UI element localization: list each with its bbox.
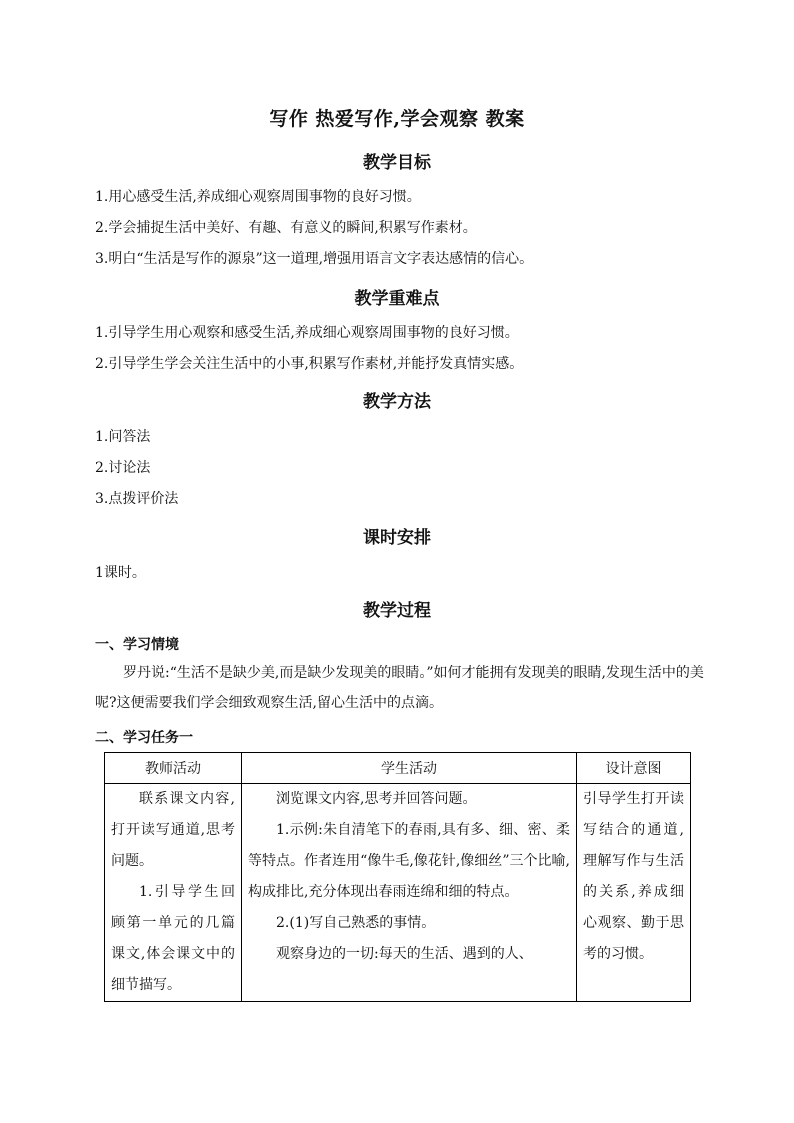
process-part1-paragraph	[95, 658, 710, 718]
student-paragraph: 观察身边的一切:每天的生活、遇到的人、	[276, 946, 533, 962]
process-part2-heading: 二、学习任务一	[95, 730, 193, 746]
method-item: 3.点拨评价法	[95, 491, 179, 507]
teacher-activity-cell	[105, 784, 242, 1002]
heading-process: 教学过程	[363, 601, 431, 621]
process-part1-heading: 一、学习情境	[95, 637, 179, 653]
header-teacher-activity: 教师活动	[105, 753, 242, 784]
header-student-activity: 学生活动	[242, 753, 577, 784]
method-item: 2.讨论法	[95, 460, 151, 476]
goal-item: 2.学会捕捉生活中美好、有趣、有意义的瞬间,积累写作素材。	[95, 220, 477, 236]
teacher-paragraph: 联系课文内容,打开读写通道,思考问题。	[111, 791, 235, 869]
student-paragraph: 2.(1)写自己熟悉的事情。	[276, 915, 436, 931]
intent-paragraph: 引导学生打开读写结合的通道,理解写作与生活的关系,养成细心观察、勤于思考的习惯。	[583, 791, 684, 962]
activity-table	[104, 752, 691, 1002]
heading-schedule: 课时安排	[363, 528, 431, 548]
heading-goals: 教学目标	[363, 153, 431, 173]
student-activity-cell	[242, 784, 577, 1002]
document-title: 写作 热爱写作,学会观察 教案	[269, 108, 525, 130]
heading-key-points: 教学重难点	[354, 289, 440, 309]
student-paragraph: 浏览课文内容,思考并回答问题。	[276, 791, 477, 807]
student-paragraph: 1.示例:朱自清笔下的春雨,具有多、细、密、柔等特点。作者连用“像牛毛,像花针,像细丝”三个比喻,构成排比,充分体现出春雨连绵和细的特点。	[248, 822, 570, 900]
design-intent-cell	[577, 784, 691, 1002]
process-part1-text: 罗丹说:“生活不是缺少美,而是缺少发现美的眼睛。”如何才能拥有发现美的眼睛,发现生活中的美呢?这便需要我们学会细致观察生活,留心生活中的点滴。	[95, 665, 704, 711]
schedule-text: 1课时。	[95, 565, 146, 581]
key-point-item: 2.引导学生学会关注生活中的小事,积累写作素材,并能抒发真情实感。	[95, 356, 524, 372]
heading-methods: 教学方法	[363, 392, 431, 412]
teacher-paragraph: 1.引导学生回顾第一单元的几篇课文,体会课文中的细节描写。	[111, 884, 235, 993]
table-row	[105, 784, 691, 1002]
goal-item: 1.用心感受生活,养成细心观察周围事物的良好习惯。	[95, 189, 421, 205]
goal-item: 3.明白“生活是写作的源泉”这一道理,增强用语言文字表达感情的信心。	[95, 251, 534, 267]
header-design-intent: 设计意图	[577, 753, 691, 784]
method-item: 1.问答法	[95, 429, 151, 445]
table-header-row	[105, 753, 691, 784]
key-point-item: 1.引导学生用心观察和感受生活,养成细心观察周围事物的良好习惯。	[95, 325, 519, 341]
